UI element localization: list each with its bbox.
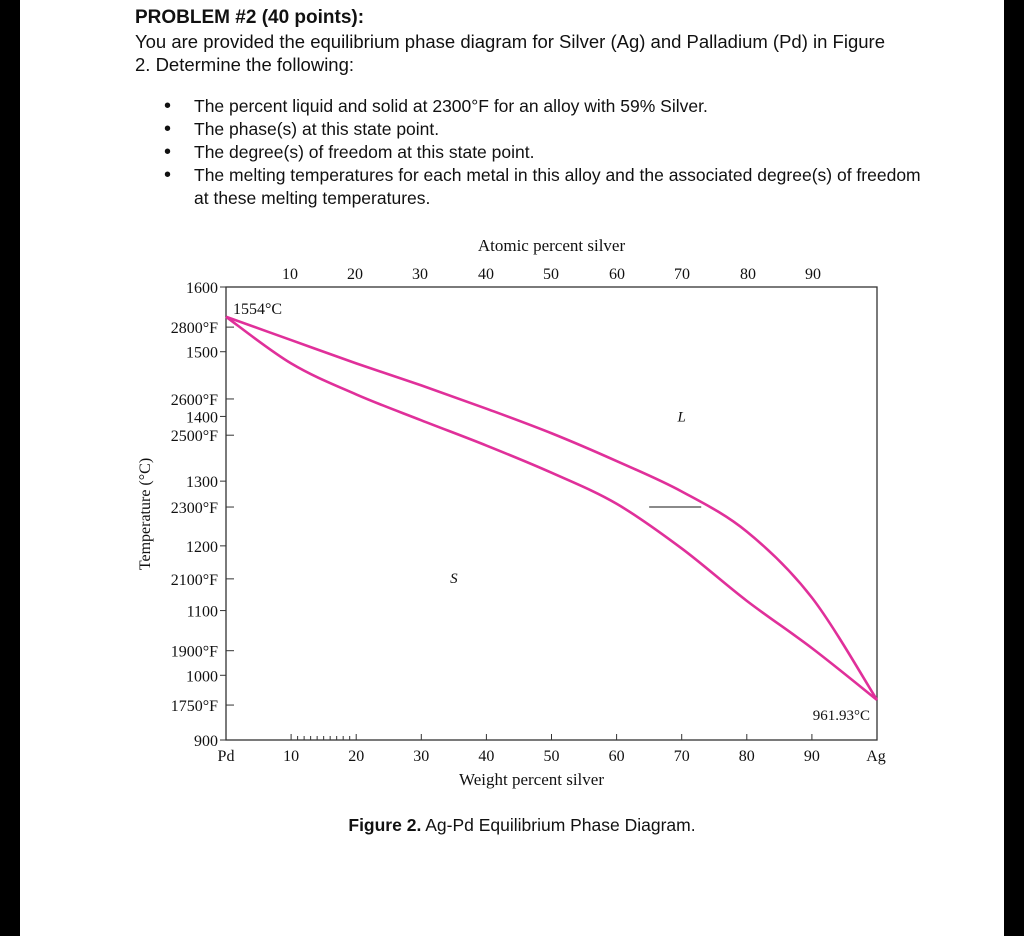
ag-melting-point-label: 961.93°C <box>812 708 870 724</box>
top-tick-label: 50 <box>543 266 559 283</box>
y-tick-label-c: 1400 <box>186 409 218 427</box>
y-tick-label-f: 2300°F <box>170 500 218 518</box>
pd-melting-point-label: 1554°C <box>233 301 283 318</box>
top-tick-label: 30 <box>412 266 428 283</box>
x-tick-label: 90 <box>803 748 820 765</box>
y-tick-label-c: 1000 <box>186 668 218 686</box>
top-tick-label: 20 <box>347 266 363 283</box>
top-tick-label: 40 <box>478 266 494 283</box>
solidus-curve <box>226 317 877 700</box>
x-tick-label: 30 <box>413 748 430 765</box>
plot-frame <box>226 287 877 740</box>
x-right-end-label: Ag <box>866 748 886 765</box>
question-item: • The percent liquid and solid at 2300°F for an alloy with 59% Silver. <box>164 95 924 118</box>
y-tick-label-c: 1300 <box>186 474 218 492</box>
y-tick-label-f: 1900°F <box>170 643 218 661</box>
question-item: • The phase(s) at this state point. <box>164 118 924 141</box>
x-tick-label: 60 <box>608 748 625 765</box>
y-tick-label-f: 2800°F <box>170 320 218 338</box>
x-tick-label: 40 <box>478 748 495 765</box>
figure-caption-label: Figure 2. <box>348 815 422 835</box>
y-tick-label-f: 2500°F <box>170 428 218 446</box>
x-left-end-label: Pd <box>217 748 235 765</box>
question-item: • The degree(s) of freedom at this state point. <box>164 141 924 164</box>
x-tick-label: 20 <box>348 748 365 765</box>
top-tick-label: 10 <box>282 266 298 283</box>
figure-caption-text: Ag-Pd Equilibrium Phase Diagram. <box>421 815 696 835</box>
top-tick-label: 90 <box>805 266 821 283</box>
y-tick-label-f: 1750°F <box>170 698 218 716</box>
x-tick-label: 70 <box>673 748 690 765</box>
solid-region-label: S <box>450 571 458 588</box>
top-tick-label: 80 <box>740 266 756 283</box>
y-axis-title: Temperature (°C) <box>137 457 154 571</box>
y-tick-label-c: 1500 <box>186 344 218 362</box>
y-tick-label-c: 1600 <box>186 280 218 297</box>
y-tick-label-f: 2600°F <box>170 391 218 409</box>
liquidus-curve <box>226 317 877 700</box>
x-tick-label: 80 <box>738 748 755 765</box>
top-tick-label: 70 <box>674 266 690 283</box>
problem-intro: You are provided the equilibrium phase diagram for Silver (Ag) and Palladium (Pd) in Figure 2. Determine the following: <box>135 31 885 75</box>
y-tick-label-c: 1200 <box>186 538 218 556</box>
top-tick-label: 60 <box>609 266 625 283</box>
x-tick-label: 10 <box>283 748 300 765</box>
problem-title: PROBLEM #2 (40 points): <box>135 7 365 28</box>
y-tick-label-c: 1100 <box>186 603 218 621</box>
y-tick-label-f: 2100°F <box>170 571 218 589</box>
x-tick-label: 50 <box>543 748 560 765</box>
question-item: • The melting temperatures for each metal in this alloy and the associated degree(s) of freedom at these melting temperatures. <box>164 164 924 210</box>
x-axis-title: Weight percent silver <box>459 770 604 789</box>
y-tick-label-c: 900 <box>194 733 218 750</box>
top-axis-title: Atomic percent silver <box>477 236 626 255</box>
liquid-region-label: L <box>677 409 686 426</box>
